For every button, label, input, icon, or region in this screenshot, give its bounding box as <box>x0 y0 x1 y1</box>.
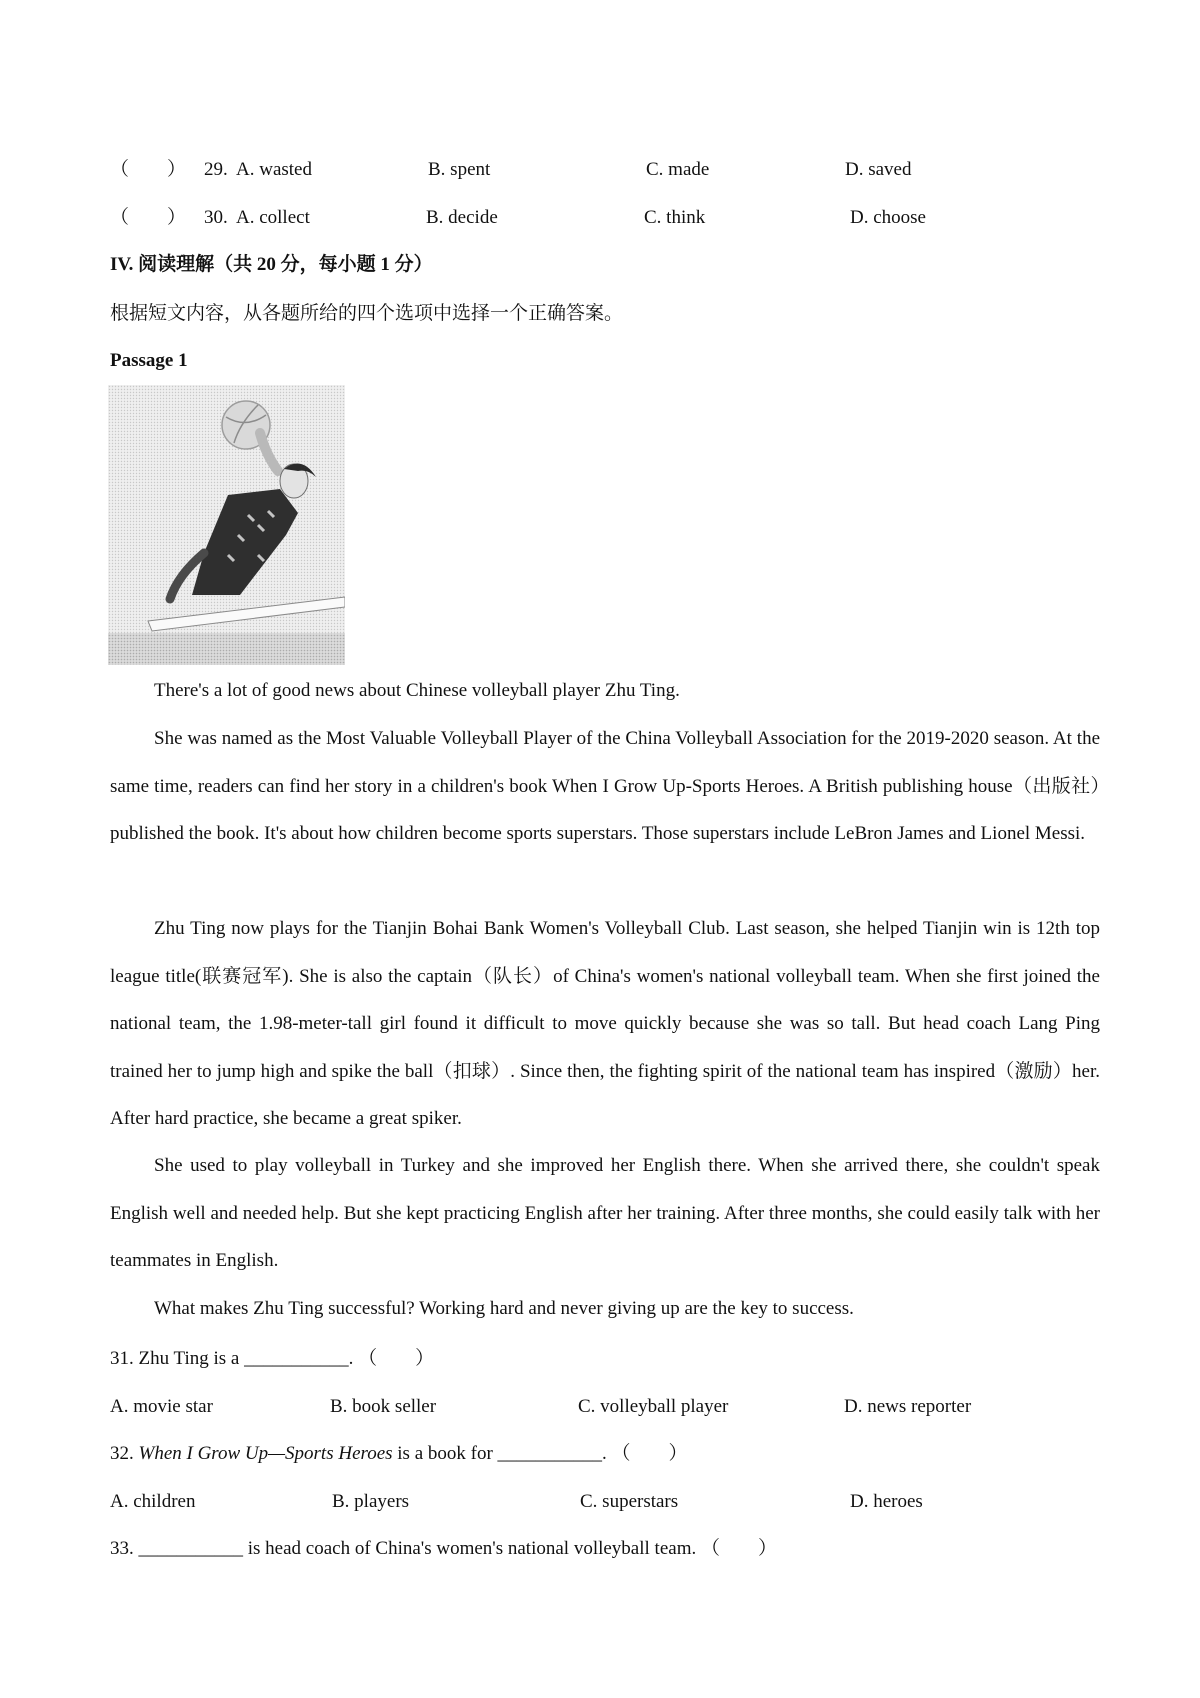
passage-paragraph-3: Zhu Ting now plays for the Tianjin Bohai Bank Women's Volleyball Club. Last season, she helped Tianjin win is 12th top league title(联赛冠军). She is also the captain（队长）of China's women's national volleyball team. When she first joined the national team, the 1.98-meter-tall girl found it difficult to move quickly because she was so tall. But head coach Lang Ping trained her to jump high and spike the ball（扣球）. Since then, the fighting spirit of the national team has inspired（激励）her. After hard practice, she became a great spiker. <box>110 918 1100 1129</box>
option-a: A. children <box>110 1491 196 1512</box>
option-c: C. superstars <box>580 1491 679 1512</box>
question-33-stem: 33. ___________ is head coach of China's women's national volleyball team. （ ） <box>110 1538 777 1559</box>
passage-paragraph-1: There's a lot of good news about Chinese volleyball player Zhu Ting. <box>154 680 680 701</box>
book-title: When I Grow Up—Sports Heroes <box>138 1443 393 1464</box>
question-31-stem: 31. Zhu Ting is a ___________. （ ） <box>110 1348 435 1369</box>
question-32-stem <box>110 1440 688 1468</box>
answer-paren: （ ） <box>110 207 187 228</box>
question-number: 30. <box>204 207 228 228</box>
section-instruction: 根据短文内容，从各题所给的四个选项中选择一个正确答案。 <box>110 303 624 324</box>
volleyball-player-photo-icon <box>108 385 345 665</box>
option-c: C. think <box>644 207 706 228</box>
option-d: D. heroes <box>850 1491 923 1512</box>
option-c: C. volleyball player <box>578 1396 729 1417</box>
passage-paragraph-4: She used to play volleyball in Turkey and she improved her English there. When she arrived there, she couldn't speak English well and needed help. But she kept practicing English after her training. After three months, she could easily talk with her teammates in English. <box>110 1155 1100 1271</box>
option-a: A. collect <box>236 207 310 228</box>
question-32-prefix: 32. <box>110 1443 139 1464</box>
option-b: B. book seller <box>330 1396 437 1417</box>
option-b: B. players <box>332 1491 410 1512</box>
passage-paragraph-2: She was named as the Most Valuable Volleyball Player of the China Volleyball Association for the 2019-2020 season. At the same time, readers can find her story in a children's book When I Grow Up-Sports Heroes. A British publishing house（出版社）published the book. It's about how children become sports superstars. Those superstars include LeBron James and Lionel Messi. <box>110 728 1100 844</box>
option-d: D. choose <box>850 207 926 228</box>
option-b: B. decide <box>426 207 498 228</box>
answer-paren: （ ） <box>110 159 187 180</box>
option-d: D. news reporter <box>844 1396 972 1417</box>
option-a: A. movie star <box>110 1396 213 1417</box>
passage-title: Passage 1 <box>110 350 188 371</box>
section-heading: IV. 阅读理解（共 20 分，每小题 1 分） <box>110 254 433 275</box>
option-b: B. spent <box>428 159 491 180</box>
option-a: A. wasted <box>236 159 312 180</box>
option-d: D. saved <box>845 159 912 180</box>
passage-paragraph-5: What makes Zhu Ting successful? Working hard and never giving up are the key to success. <box>154 1298 854 1319</box>
question-number: 29. <box>204 159 228 180</box>
option-c: C. made <box>646 159 710 180</box>
question-32-suffix: is a book for ___________. （ ） <box>392 1443 688 1464</box>
